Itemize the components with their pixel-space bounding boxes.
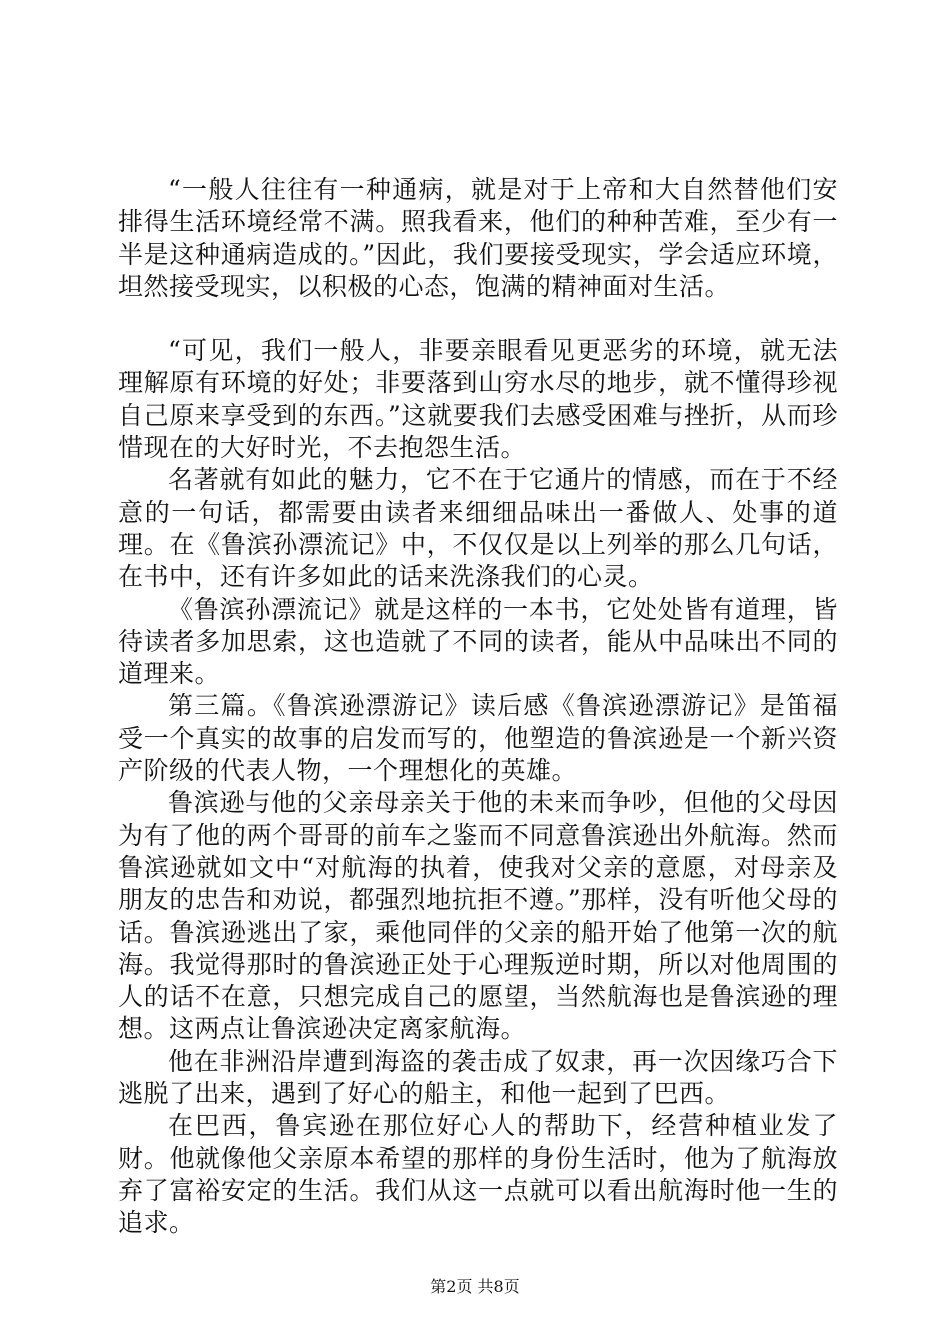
paragraph: “一般人往往有一种通病，就是对于上帝和大自然替他们安排得生活环境经常不满。照我看来，他们的种种苦难，至少有一半是这种通病造成的。”因此，我们要接受现实，学会适应环境，坦然接受现实，以积极的心态，饱满的精神面对生活。 (118, 175, 838, 301)
paragraph: 《鲁滨孙漂流记》就是这样的一本书，它处处皆有道理，皆待读者多加思索，这也造就了不同的读者，能从中品味出不同的道理来。 (118, 594, 838, 689)
paragraph: “可见，我们一般人，非要亲眼看见更恶劣的环境，就无法理解原有环境的好处；非要落到山穷水尽的地步，就不懂得珍视自己原来享受到的东西。”这就要我们去感受困难与挫折，从而珍惜现在的大好时光，不去抱怨生活。 (118, 336, 838, 463)
paragraph: 第三篇。《鲁滨逊漂游记》读后感《鲁滨逊漂游记》是笛福受一个真实的故事的启发而写的，他塑造的鲁滨逊是一个新兴资产阶级的代表人物，一个理想化的英雄。 (118, 691, 838, 786)
paragraph: 他在非洲沿岸遭到海盗的袭击成了奴隶，再一次因缘巧合下逃脱了出来，遇到了好心的船主，和他一起到了巴西。 (118, 1046, 838, 1109)
page-number-footer: 第2页 共8页 (430, 1277, 520, 1296)
paragraph: 在巴西，鲁宾逊在那位好心人的帮助下，经营种植业发了财。他就像他父亲原本希望的那样的身份生活时，他为了航海放弃了富裕安定的生活。我们从这一点就可以看出航海时他一生的追求。 (118, 1111, 838, 1238)
document-body (118, 174, 838, 1240)
paragraph: 鲁滨逊与他的父亲母亲关于他的未来而争吵，但他的父母因为有了他的两个哥哥的前车之鉴而不同意鲁滨逊出外航海。然而鲁滨逊就如文中“对航海的执着，使我对父亲的意愿，对母亲及朋友的忠告和劝说，都强烈地抗拒不遵。”那样，没有听他父母的话。鲁滨逊逃出了家，乘他同伴的父亲的船开始了他第一次的航海。我觉得那时的鲁滨逊正处于心理叛逆时期，所以对他周围的人的话不在意，只想完成自己的愿望，当然航海也是鲁滨逊的理想。这两点让鲁滨逊决定离家航海。 (118, 788, 838, 1044)
paragraph: 名著就有如此的魅力，它不在于它通片的情感，而在于不经意的一句话，都需要由读者来细细品味出一番做人、处事的道理。在《鲁滨孙漂流记》中，不仅仅是以上列举的那么几句话，在书中，还有许多如此的话来洗涤我们的心灵。 (118, 465, 838, 592)
